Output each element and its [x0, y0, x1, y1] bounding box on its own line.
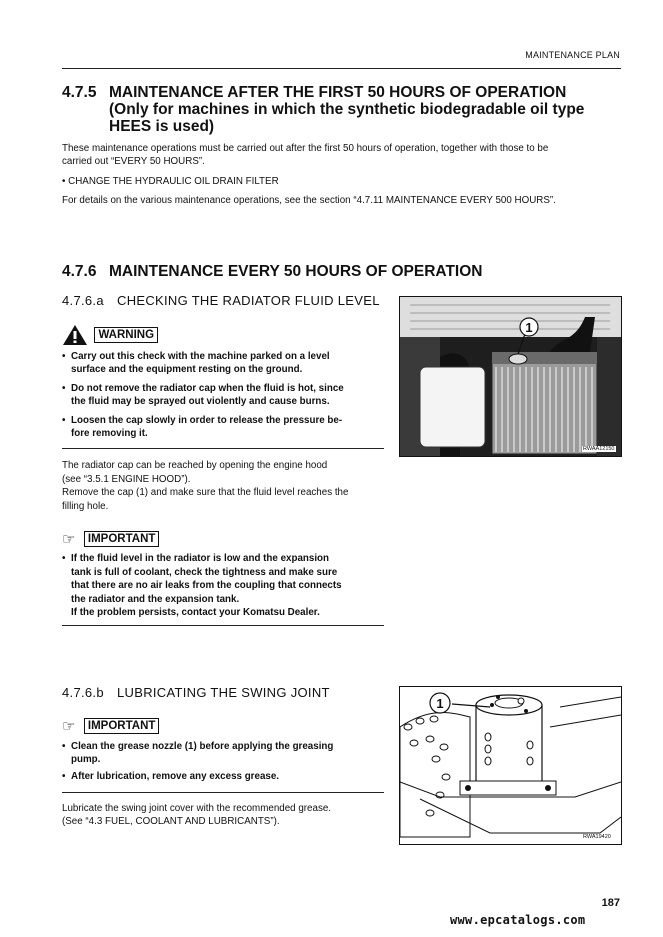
subsection-title-476b: LUBRICATING THE SWING JOINT: [117, 685, 330, 700]
important-block-a: [62, 530, 159, 548]
figure-code: RWAA12150: [583, 446, 615, 452]
warning-block: [62, 324, 158, 346]
important-item: • After lubrication, remove any excess grease.: [62, 770, 386, 783]
important-item: • Clean the grease nozzle (1) before applying the greasing pump.: [62, 740, 386, 766]
callout-1: 1: [525, 320, 533, 335]
text-line: Lubricate the swing joint cover with the recommended grease.: [62, 803, 332, 814]
divider: [62, 448, 384, 449]
bullet-change-filter: [62, 175, 279, 188]
important-item: • If the fluid level in the radiator is low and the expansion tank is full of coolant, check the tightness and make sure that there are no air leaks from the coupling that connects the radiator and the expansion tank. If the problem persists, contact your Komatsu Dealer.: [62, 553, 342, 618]
pointing-hand-icon: ☞: [62, 531, 76, 548]
paragraph-476b-body: [62, 802, 392, 828]
swing-joint-figure: [399, 686, 622, 845]
divider: [62, 792, 384, 793]
warning-label: WARNING: [94, 327, 158, 343]
section-heading-475: [109, 84, 629, 135]
section-heading-476: MAINTENANCE EVERY 50 HOURS OF OPERATION: [109, 263, 483, 280]
pointing-hand-icon: ☞: [62, 718, 76, 735]
section-number-475: 4.7.5: [62, 84, 97, 101]
figure-code: RWA19420: [583, 834, 611, 840]
text-line: The radiator cap can be reached by opening the engine hood: [62, 460, 328, 471]
warning-item: • Do not remove the radiator cap when the fluid is hot, since the fluid may be sprayed out violently and cause burns.: [62, 382, 386, 408]
paragraph-476a-body: [62, 459, 392, 513]
text-line: These maintenance operations must be carried out after the first 50 hours of operation, together with those to be: [62, 143, 549, 154]
divider: [62, 625, 384, 626]
section-number-476: 4.7.6: [62, 263, 97, 280]
heading-line: MAINTENANCE AFTER THE FIRST 50 HOURS OF OPERATION: [109, 84, 567, 101]
paragraph-475-details: For details on the various maintenance operations, see the section “4.7.11 MAINTENANCE EVERY 500 HOURS”.: [62, 195, 556, 206]
website-link[interactable]: www.epcatalogs.com: [450, 913, 586, 927]
text-line: Remove the cap (1) and make sure that the fluid level reaches the: [62, 487, 349, 498]
radiator-figure: [399, 296, 622, 457]
subsection-title-476a: CHECKING THE RADIATOR FLUID LEVEL: [117, 293, 380, 308]
warning-list: [62, 350, 386, 440]
warning-triangle-icon: [62, 324, 88, 346]
text-line: (see “3.5.1 ENGINE HOOD”).: [62, 473, 191, 485]
text-line: carried out “EVERY 50 HOURS”.: [62, 156, 205, 167]
important-label: IMPORTANT: [84, 718, 160, 734]
header-rule: [62, 68, 621, 69]
bullet-text: CHANGE THE HYDRAULIC OIL DRAIN FILTER: [68, 176, 279, 187]
radiator-illustration: [400, 297, 621, 456]
heading-line: (Only for machines in which the synthetic biodegradable oil type: [109, 101, 585, 118]
paragraph-475-intro: [62, 142, 632, 168]
subsection-number-476b: 4.7.6.b: [62, 685, 104, 700]
important-text-a: [62, 552, 392, 620]
important-block-b: [62, 717, 159, 735]
warning-item: • Loosen the cap slowly in order to release the pressure be- fore removing it.: [62, 414, 386, 440]
important-label: IMPORTANT: [84, 531, 160, 547]
warning-item: • Carry out this check with the machine parked on a level surface and the equipment resting on the ground.: [62, 350, 386, 376]
text-line: filling hole.: [62, 500, 109, 512]
heading-line: HEES is used): [109, 118, 215, 135]
running-header: MAINTENANCE PLAN: [525, 50, 620, 60]
subsection-number-476a: 4.7.6.a: [62, 293, 104, 308]
text-line: (See “4.3 FUEL, COOLANT AND LUBRICANTS”).: [62, 816, 280, 827]
important-list-b: [62, 740, 386, 783]
bullet-dot: •: [62, 176, 69, 187]
callout-1: 1: [436, 696, 444, 711]
page-number: 187: [601, 897, 620, 909]
swing-joint-illustration: [400, 687, 621, 844]
